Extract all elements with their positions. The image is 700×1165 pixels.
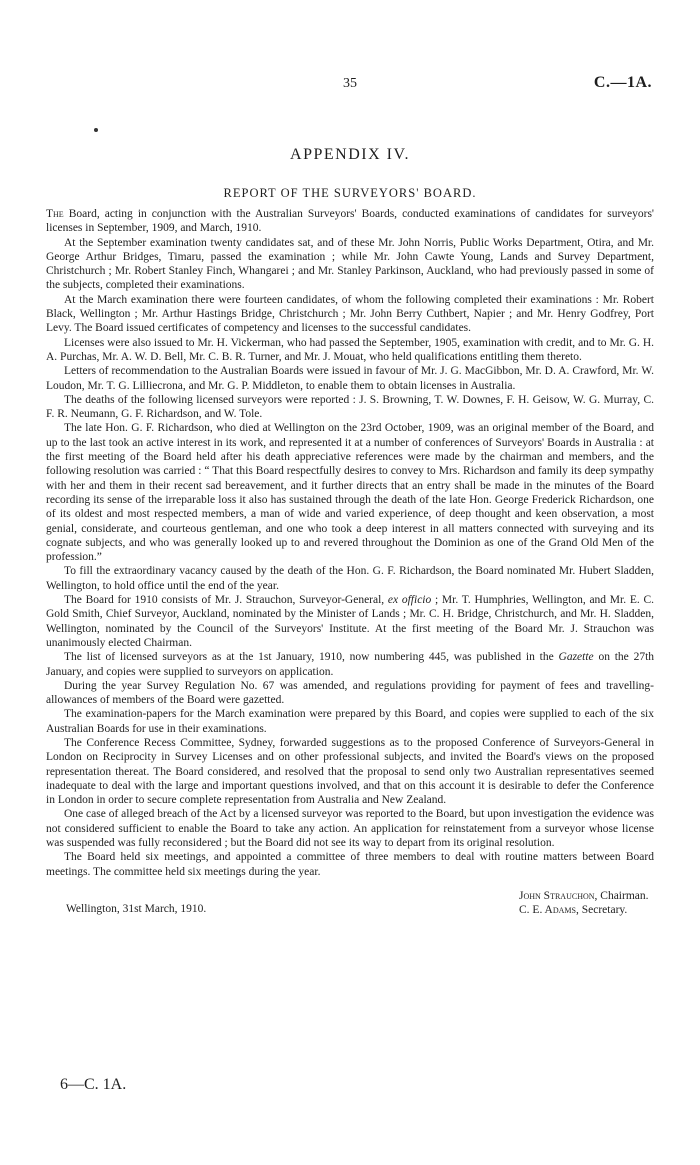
secretary-name: C. E. Adams: [519, 904, 576, 917]
paragraph: The deaths of the following licensed surveyors were reported : J. S. Browning, T. W. Downes, F. H. Geisow, W. G. Murray, C. F. R. Neumann, G. F. Richardson, and W. Tole.: [46, 393, 654, 421]
paragraph: [46, 593, 654, 650]
chairman-signature: [519, 889, 649, 903]
paragraph: One case of alleged breach of the Act by a licensed surveyor was reported to the Board, but upon investigation the evidence was not considered sufficient to enable the Board to take any action. An application for reinstatement from a surveyor whose license was suspended was fully reconsidered ; but the Board did not see its way to depart from its original resolution.: [46, 808, 654, 850]
paragraph-text: on the 27th January, and copies were supplied to surveyors on application.: [46, 651, 655, 678]
first-word: The: [46, 208, 64, 220]
stray-mark: [94, 128, 98, 132]
paragraph: During the year Survey Regulation No. 67 was amended, and regulations providing for payment of fees and travelling-allowances of members of the Board were gazetted.: [46, 679, 654, 707]
paragraph: The Board held six meetings, and appointed a committee of three members to deal with routine matters between Board meetings. The committee held six meetings during the year.: [46, 851, 654, 878]
report-body: [46, 207, 654, 879]
paragraph: The late Hon. G. F. Richardson, who died at Wellington on the 23rd October, 1909, was an original member of the Board, and up to the last took an active interest in its work, and represented it at a number of conferences of Surveyors' Boards in Australia : at the first meeting of the Board held after his death appreciative references were made by the chairman and members, and the following resolution was carried : “ That this Board respectfully desires to convey to Mrs. Richardson and family its deep sympathy with her and them in their recent sad bereavement, and it further directs that an entry shall be made in the minutes of the Board recording its sense of the irreparable loss it also has sustained through the death of the late Hon. George Frederick Richardson, one of its oldest and most respected members, a man of wide and varied experience, of deep thought and keen observation, a most genial, considerate, and courteous gentleman, and one who took a deep interest in all matters connected with surveying and its cognate subjects, and who was generally looked up to and revered throughout the Dominion as one of the Grand Old Men of the profession.”: [46, 422, 654, 564]
paragraph: Licenses were also issued to Mr. H. Vickerman, who had passed the September, 1905, examination with credit, and to Mr. G. H. A. Purchas, Mr. A. W. D. Bell, Mr. C. B. R. Turner, and Mr. J. Mouat, who held qualifications entitling them thereto.: [46, 336, 654, 363]
paragraph-text: Board, acting in conjunction with the Australian Surveyors' Boards, conducted examinations of candidates for surveyors' licenses in September, 1909, and March, 1910.: [46, 208, 655, 235]
paragraph: The Conference Recess Committee, Sydney, forwarded suggestions as to the proposed Conference of Surveyors-General in London on Reciprocity in Survey Licenses and on other professional subjects, and invited the Board's views on the proposed representation thereat. The Board considered, and resolved that the proposal to send only two Australian representatives seemed inadequate to deal with the large and important questions involved, and that on this account it is desirable to defer the Conference in London in order to secure complete representation from Australia and New Zealand.: [46, 736, 654, 807]
paragraph: At the March examination there were fourteen candidates, of whom the following completed their examinations : Mr. Robert Black, Wellington ; Mr. Arthur Hastings Bridge, Christchurch ; Mr. John Berry Cuthbert, Napier ; and Mr. Henry Godfrey, Port Levy. The Board issued certificates of competency and licenses to the successful candidates.: [46, 293, 654, 335]
document-reference: C.—1A.: [593, 74, 652, 91]
appendix-title: APPENDIX IV.: [290, 146, 410, 163]
chairman-name: John Strauchon: [519, 890, 595, 902]
italic-text: Gazette: [558, 651, 594, 664]
paragraph: At the September examination twenty candidates sat, and of these Mr. John Norris, Public Works Department, Otira, and Mr. George Arthur Bridges, Timaru, passed the examination ; while Mr. John Cawte Young, Lands and Survey Department, Christchurch ; Mr. Robert Stanley Finch, Whangarei ; and Mr. Stanley Parkinson, Auckland, who had previously passed in some of the subjects, completed their examinations.: [46, 236, 654, 292]
place-date: Wellington, 31st March, 1910.: [66, 903, 207, 915]
paragraph: The examination-papers for the March examination were prepared by this Board, and copies were supplied to each of the six Australian Boards for use in their examinations.: [46, 708, 654, 735]
report-title: REPORT OF THE SURVEYORS' BOARD.: [223, 186, 477, 200]
signature-block: [519, 889, 649, 918]
paragraph: To fill the extraordinary vacancy caused by the death of the Hon. G. F. Richardson, the Board nominated Mr. Hubert Sladden, Wellington, to hold office until the end of the year.: [46, 565, 654, 592]
paragraph: [46, 650, 654, 679]
print-reference: 6—C. 1A.: [60, 1076, 127, 1093]
chairman-title: , Chairman.: [594, 890, 649, 902]
page-number: 35: [343, 76, 357, 91]
italic-text: ex officio: [387, 594, 432, 607]
secretary-title: , Secretary.: [575, 904, 628, 917]
paragraph: Letters of recommendation to the Australian Boards were issued in favour of Mr. J. G. MacGibbon, Mr. D. A. Crawford, Mr. W. Loudon, Mr. T. G. Lilliecrona, and Mr. G. P. Middleton, to enable them to obtain licenses in Australia.: [46, 365, 654, 392]
paragraph-text: The list of licensed surveyors as at the 1st January, 1910, now numbering 445, was published in the: [64, 651, 554, 664]
paragraph-text: ; Mr. T. Humphries, Wellington, and Mr. E. C. Gold Smith, Chief Surveyor, Auckland, nominated by the Minister of Lands ; Mr. C. H. Bridge, Christchurch, and Mr. H. Sladden, Wellington, nominated by the Council of the Surveyors' Institute. At the first meeting of the Board Mr. J. Strauchon was unanimously elected Chairman.: [46, 594, 654, 649]
paragraph: [46, 207, 654, 236]
secretary-signature: [519, 903, 649, 917]
paragraph-text: The Board for 1910 consists of Mr. J. Strauchon, Surveyor-General,: [64, 594, 385, 607]
